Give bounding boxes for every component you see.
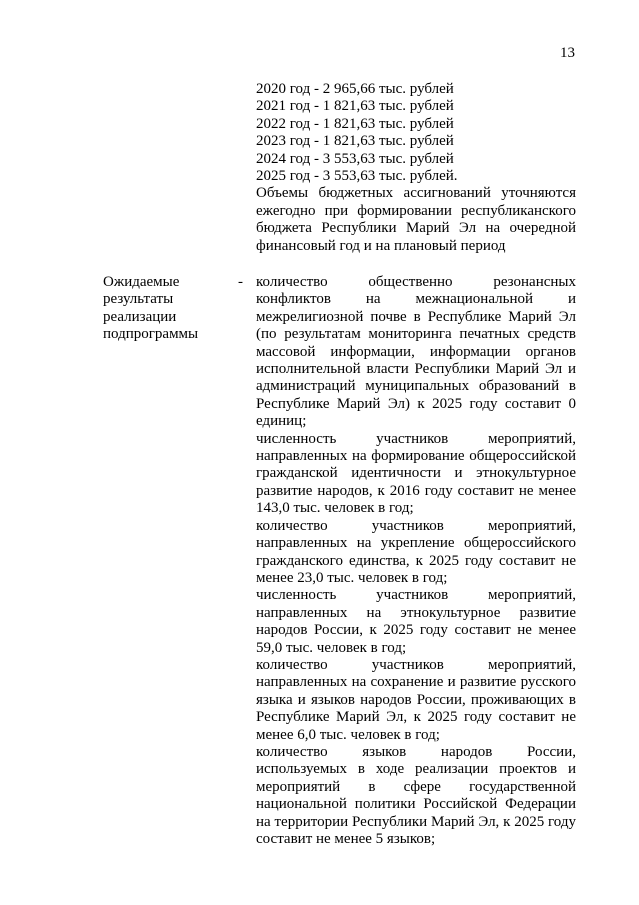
result-item: количество участников мероприятий, направленных на укрепление общероссийского гражданского единства, к 2025 году составит не менее 23,0 тыс. человек в год;: [256, 517, 576, 586]
expected-results-label: Ожидаемые результаты реализации подпрограммы: [103, 274, 199, 343]
result-item: численность участников мероприятий, направленных на этнокультурное развитие народов России, к 2025 году составит не менее 59,0 тыс. человек в год;: [256, 587, 576, 656]
budget-note: Объемы бюджетных ассигнований уточняются ежегодно при формировании республиканского бюджета Республики Марий Эл на очередной финансовый год и на плановый период: [256, 185, 576, 254]
budget-year-line: 2021 год - 1 821,63 тыс. рублей: [256, 98, 454, 115]
budget-year-line: 2023 год - 1 821,63 тыс. рублей: [256, 133, 454, 150]
expected-results-list: [256, 274, 576, 848]
result-item: численность участников мероприятий, направленных на формирование общероссийской гражданской идентичности и этнокультурное развитие народов, к 2016 году составит не менее 143,0 тыс. человек в год;: [256, 430, 576, 517]
budget-section: [256, 81, 576, 255]
result-item: количество участников мероприятий, направленных на сохранение и развитие русского языка и языков народов России, проживающих в Республике Марий Эл, к 2025 году составит не менее 6,0 тыс. человек в год;: [256, 656, 576, 743]
result-item: количество языков народов России, используемых в ходе реализации проектов и мероприятий в сфере государственной национальной политики Российской Федерации на территории Республики Марий Эл, к 2025 году составит не менее 5 языков;: [256, 743, 576, 847]
budget-year-line: 2022 год - 1 821,63 тыс. рублей: [256, 115, 454, 132]
label-dash: -: [238, 274, 243, 290]
result-item: количество общественно резонансных конфликтов на межнациональной и межрелигиозной почве в Республике Марий Эл (по результатам мониторинга печатных средств массовой информации, информации органов исполнительной власти Республики Марий Эл и администраций муниципальных образований в Республике Марий Эл) к 2025 году составит 0 единиц;: [256, 274, 576, 430]
page-number: 13: [560, 45, 575, 61]
budget-year-line: 2020 год - 2 965,66 тыс. рублей: [256, 81, 454, 97]
budget-year-line: 2025 год - 3 553,63 тыс. рублей.: [256, 168, 458, 185]
budget-year-line: 2024 год - 3 553,63 тыс. рублей: [256, 150, 454, 167]
